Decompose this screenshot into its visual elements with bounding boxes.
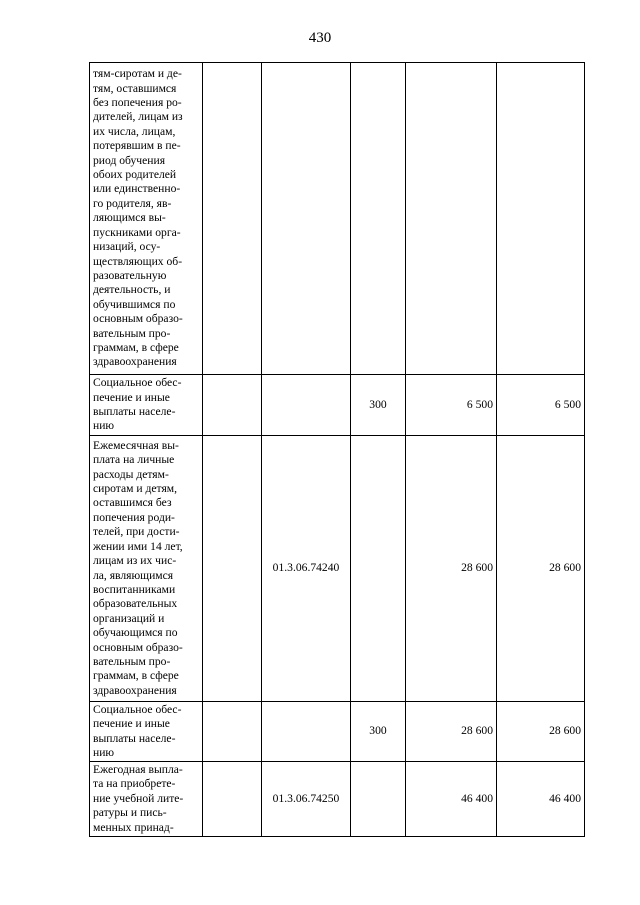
code-cell: 01.3.06.74250 xyxy=(262,762,351,837)
row-name: Социальное обес- печение и иные выплаты населе- нию xyxy=(93,376,182,433)
table-row xyxy=(90,63,585,375)
amount-2-cell: 28 600 xyxy=(497,436,585,702)
table-row xyxy=(90,762,585,837)
table-row xyxy=(90,436,585,702)
empty-cell xyxy=(203,375,262,436)
budget-table xyxy=(89,62,585,837)
expense-kind-cell: 300 xyxy=(351,702,406,762)
empty-cell xyxy=(203,702,262,762)
empty-cell xyxy=(203,436,262,702)
row-name: Ежемесячная вы- плата на личные расходы детям- сиротам и детям, оставшимся без попечения роди- телей, при дости- жении ими 14 лет, лицам из их чис- ла, являющимся воспитанниками образовательных организаций и обучающимся по основным образо- вательным про- граммам, в сфере здравоохранения xyxy=(93,438,183,697)
amount-1-cell: 6 500 xyxy=(406,375,497,436)
amount-2-cell xyxy=(497,63,585,375)
expense-kind-cell xyxy=(351,762,406,837)
code-cell xyxy=(262,63,351,375)
row-name-cell xyxy=(90,762,203,837)
page-number: 430 xyxy=(308,30,332,46)
expense-kind-cell: 300 xyxy=(351,375,406,436)
row-name: Ежегодная выпла- та на приобрете- ние учебной лите- ратуры и пись- менных принад- xyxy=(93,762,184,834)
row-name: Социальное обес- печение и иные выплаты населе- нию xyxy=(93,702,182,759)
empty-cell xyxy=(203,63,262,375)
code-cell xyxy=(262,702,351,762)
row-name-cell xyxy=(90,375,203,436)
amount-2-cell: 28 600 xyxy=(497,702,585,762)
table-row xyxy=(90,375,585,436)
amount-2-cell: 6 500 xyxy=(497,375,585,436)
row-name-cell xyxy=(90,436,203,702)
amount-1-cell: 46 400 xyxy=(406,762,497,837)
row-name-cell xyxy=(90,702,203,762)
row-name: тям-сиротам и де- тям, оставшимся без попечения ро- дителей, лицам из их числа, лицам, потерявшим в пе- риод обучения обоих родителей или единственно- го родителя, яв- ляющимся вы- пускниками орга- низаций, осу- ществляющих об- разовательную деятельность, и обучившимся по основным образо- вательным про- граммам, в сфере здравоохранения xyxy=(93,67,183,369)
amount-2-cell: 46 400 xyxy=(497,762,585,837)
code-cell: 01.3.06.74240 xyxy=(262,436,351,702)
expense-kind-cell xyxy=(351,436,406,702)
amount-1-cell: 28 600 xyxy=(406,436,497,702)
row-name-cell xyxy=(90,63,203,375)
code-cell xyxy=(262,375,351,436)
amount-1-cell: 28 600 xyxy=(406,702,497,762)
amount-1-cell xyxy=(406,63,497,375)
expense-kind-cell xyxy=(351,63,406,375)
empty-cell xyxy=(203,762,262,837)
table-row xyxy=(90,702,585,762)
